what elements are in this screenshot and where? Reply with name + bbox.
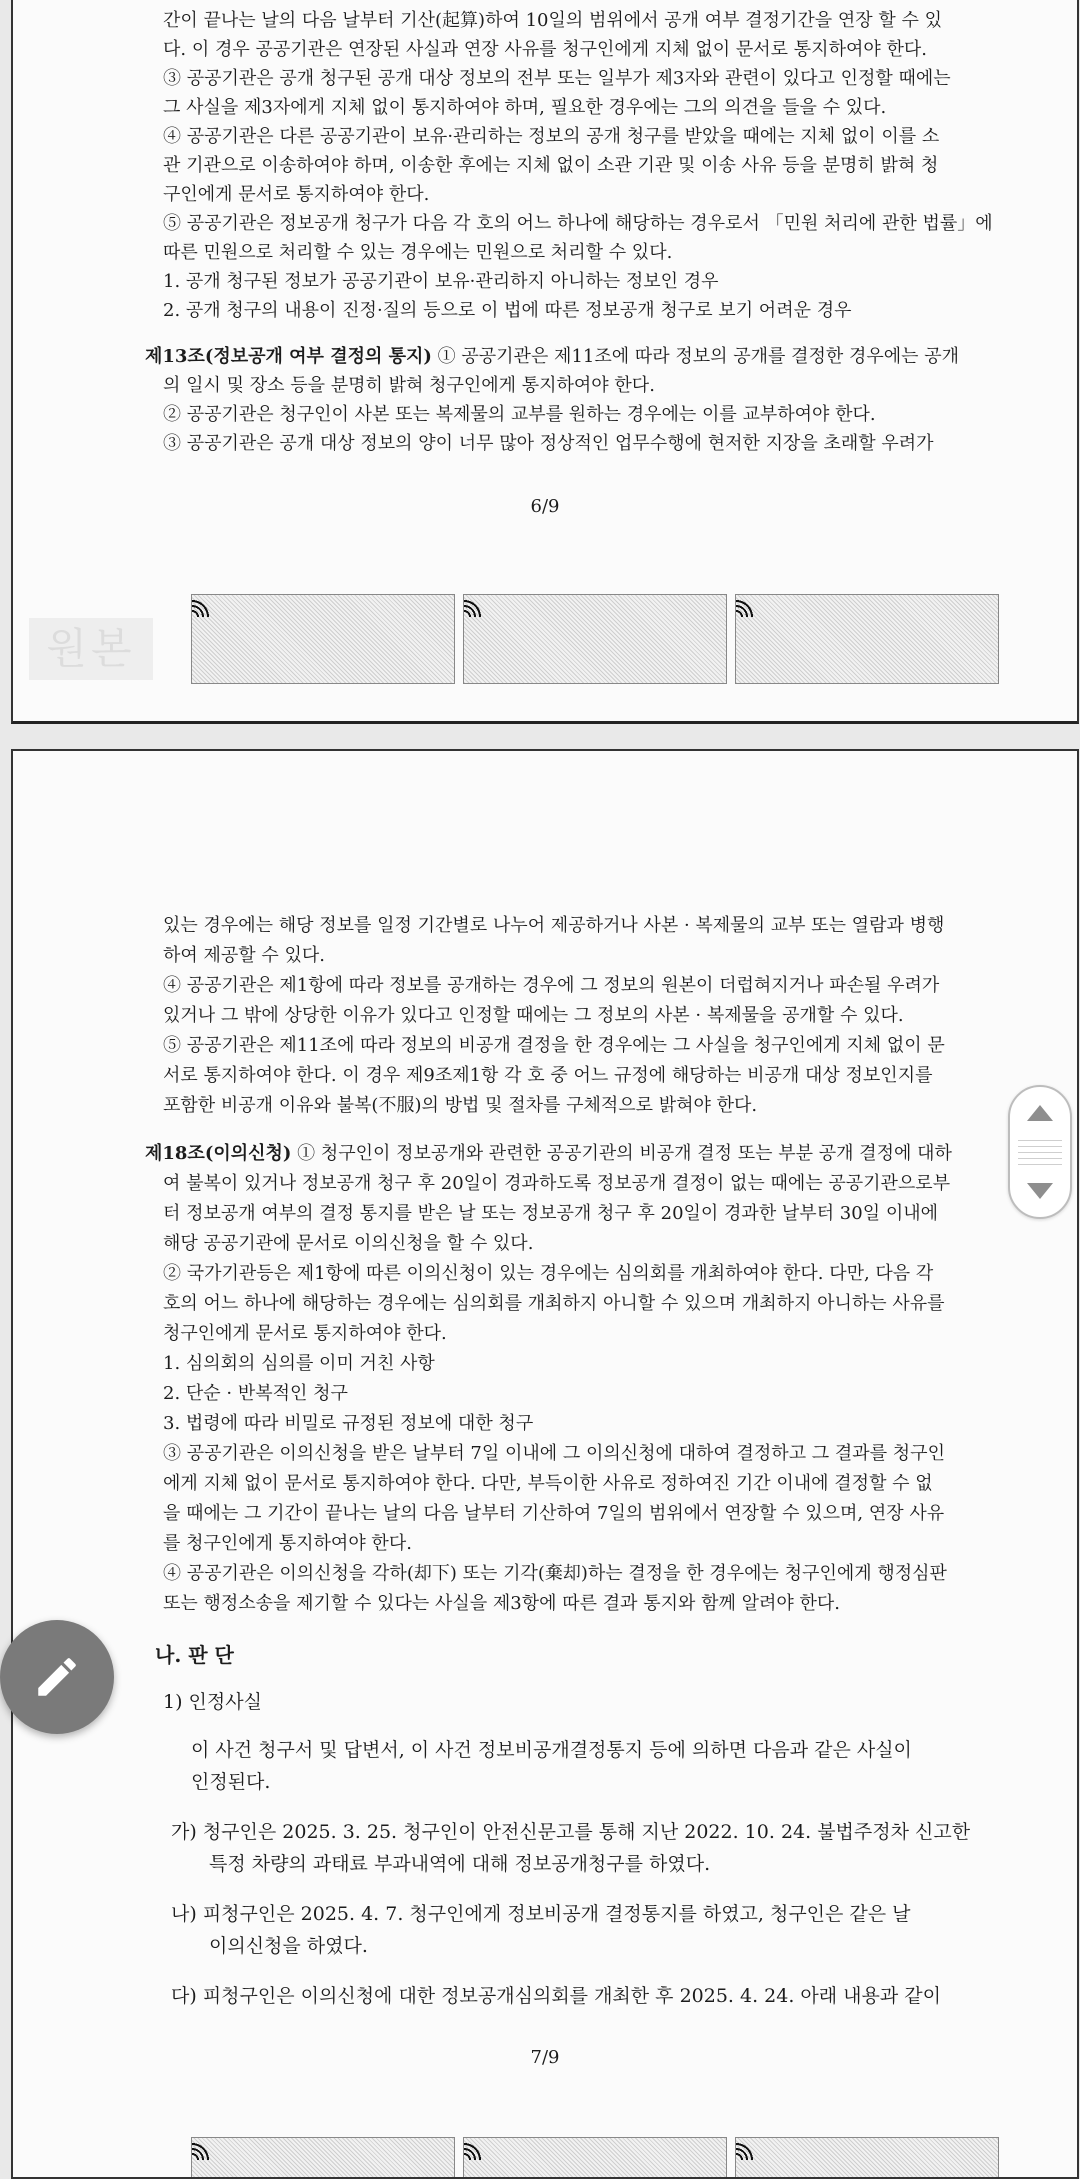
text-line: 해당 공공기관에 문서로 이의신청을 할 수 있다. xyxy=(163,1233,534,1254)
text-line: ② 공공기관은 청구인이 사본 또는 복제물의 교부를 원하는 경우에는 이를 교부하여야 한다. xyxy=(163,404,876,425)
text-line: 또는 행정소송을 제기할 수 있다는 사실을 제3항에 따른 결과 통지와 함께 알려야 한다. xyxy=(163,1593,841,1614)
text-line: 를 청구인에게 통지하여야 한다. xyxy=(163,1533,412,1554)
text-line: ④ 공공기관은 제1항에 따라 정보를 공개하는 경우에 그 정보의 원본이 더럽혀지거나 파손될 우려가 xyxy=(163,975,940,996)
text-line: ③ 공공기관은 공개 청구된 공개 대상 정보의 전부 또는 일부가 제3자와 관련이 있다고 인정할 때에는 xyxy=(163,68,951,89)
text-line: 인정된다. xyxy=(191,1771,271,1793)
text-line: 2. 단순 · 반복적인 청구 xyxy=(163,1383,348,1404)
scroll-grip[interactable] xyxy=(1018,1135,1062,1169)
text-line: 서로 통지하여야 한다. 이 경우 제9조제1항 각 호 중 어느 규정에 해당하는 비공개 대상 정보인지를 xyxy=(163,1065,933,1086)
text-line: ⑤ 공공기관은 정보공개 청구가 다음 각 호의 어느 하나에 해당하는 경우로서 「민원 처리에 관한 법률」에 xyxy=(163,213,993,234)
text-line: 피청구인은 이의신청에 대한 정보공개심의회를 개최한 후 2025. 4. 24. 아래 내용과 같이 xyxy=(202,1985,941,2007)
text-line: ③ 공공기관은 공개 대상 정보의 양이 너무 많아 정상적인 업무수행에 현저한 지장을 초래할 우려가 xyxy=(163,433,934,454)
section-title: 나. 판 단 xyxy=(155,1643,234,1667)
text-line: 구인에게 문서로 통지하여야 한다. xyxy=(163,184,430,205)
text-line: 청구인은 2025. 3. 25. 청구인이 안전신문고를 통해 지난 2022. 10. 24. 불법주정차 신고한 xyxy=(202,1821,971,1843)
text-line: 이의신청을 하였다. xyxy=(209,1935,368,1957)
text-line: ② 국가기관등은 제1항에 따른 이의신청이 있는 경우에는 심의회를 개최하여야 한다. 다만, 다음 각 xyxy=(163,1263,934,1284)
page-number: 7/9 xyxy=(530,2047,560,2068)
text-line: 다. 이 경우 공공기관은 연장된 사실과 연장 사유를 청구인에게 지체 없이 문서로 통지하여야 한다. xyxy=(163,39,927,60)
page-number: 6/9 xyxy=(530,496,560,517)
text-line: 피청구인은 2025. 4. 7. 청구인에게 정보비공개 결정통지를 하였고, 청구인은 같은 날 xyxy=(202,1903,911,1925)
footer-barcode xyxy=(735,2137,999,2179)
text-line: 따른 민원으로 처리할 수 있는 경우에는 민원으로 처리할 수 있다. xyxy=(163,242,673,263)
article-title: 제18조(이의신청) xyxy=(145,1143,292,1164)
text-line: 관 기관으로 이송하여야 하며, 이송한 후에는 지체 없이 소관 기관 및 이송 사유 등을 분명히 밝혀 청 xyxy=(163,155,939,176)
list-item xyxy=(171,1817,970,1844)
page-scroll-control[interactable] xyxy=(1008,1085,1072,1219)
footer-barcode xyxy=(463,594,727,684)
text-line: 호의 어느 하나에 해당하는 경우에는 심의회를 개최하지 아니할 수 있으며 개최하지 아니하는 사유를 xyxy=(163,1293,945,1314)
edit-button[interactable] xyxy=(0,1620,114,1734)
text-line: ③ 공공기관은 이의신청을 받은 날부터 7일 이내에 그 이의신청에 대하여 결정하고 그 결과를 청구인 xyxy=(163,1443,945,1464)
subsection-title: 1) 인정사실 xyxy=(163,1691,262,1713)
list-item xyxy=(171,1899,911,1926)
text-line: 이 사건 청구서 및 답변서, 이 사건 정보비공개결정통지 등에 의하면 다음과 같은 사실이 xyxy=(191,1739,912,1761)
article-13-heading xyxy=(145,342,959,368)
article-18-heading xyxy=(145,1139,952,1165)
text-line: 3. 법령에 따라 비밀로 규정된 정보에 대한 청구 xyxy=(163,1413,534,1434)
footer-barcode xyxy=(191,2137,455,2179)
list-item xyxy=(171,1981,941,2008)
footer-barcode xyxy=(463,2137,727,2179)
item-marker: 가) xyxy=(171,1821,197,1843)
text-line: 터 정보공개 여부의 결정 통지를 받은 날 또는 정보공개 청구 후 20일이 경과한 날부터 30일 이내에 xyxy=(163,1203,938,1224)
text-line: 의 일시 및 장소 등을 분명히 밝혀 청구인에게 통지하여야 한다. xyxy=(163,375,655,396)
text-line: ④ 공공기관은 다른 공공기관이 보유·관리하는 정보의 공개 청구를 받았을 때에는 지체 없이 이를 소 xyxy=(163,126,940,147)
item-marker: 나) xyxy=(171,1903,197,1925)
scroll-up-icon[interactable] xyxy=(1027,1105,1053,1121)
item-marker: 다) xyxy=(171,1985,197,2007)
text-line: 1. 공개 청구된 정보가 공공기관이 보유·관리하지 아니하는 정보인 경우 xyxy=(163,271,719,292)
text-line: 있거나 그 밖에 상당한 이유가 있다고 인정할 때에는 그 정보의 사본 · 복제물을 공개할 수 있다. xyxy=(163,1005,904,1026)
document-page-6 xyxy=(11,0,1079,724)
scroll-down-icon[interactable] xyxy=(1027,1183,1053,1199)
pencil-icon xyxy=(32,1652,82,1702)
text-line: 을 때에는 그 기간이 끝나는 날의 다음 날부터 기산하여 7일의 범위에서 연장할 수 있으며, 연장 사유 xyxy=(163,1503,945,1524)
text-line: ① 청구인이 정보공개와 관련한 공공기관의 비공개 결정 또는 부분 공개 결정에 대하 xyxy=(297,1143,952,1164)
footer-barcode xyxy=(191,594,455,684)
text-line: 그 사실을 제3자에게 지체 없이 통지하여야 하며, 필요한 경우에는 그의 의견을 들을 수 있다. xyxy=(163,97,887,118)
text-line: ① 공공기관은 제11조에 따라 정보의 공개를 결정한 경우에는 공개 xyxy=(437,346,960,367)
text-line: 청구인에게 문서로 통지하여야 한다. xyxy=(163,1323,447,1344)
text-line: ④ 공공기관은 이의신청을 각하(却下) 또는 기각(棄却)하는 결정을 한 경우에는 청구인에게 행정심판 xyxy=(163,1563,947,1584)
text-line: 에게 지체 없이 문서로 통지하여야 한다. 다만, 부득이한 사유로 정하여진 기간 이내에 결정할 수 없 xyxy=(163,1473,933,1494)
text-line: 여 불복이 있거나 정보공개 청구 후 20일이 경과하도록 정보공개 결정이 없는 때에는 공공기관으로부 xyxy=(163,1173,951,1194)
article-title: 제13조(정보공개 여부 결정의 통지) xyxy=(145,346,432,367)
footer-barcode xyxy=(735,594,999,684)
text-line: 특정 차량의 과태료 부과내역에 대해 정보공개청구를 하였다. xyxy=(209,1853,711,1875)
original-stamp-watermark: 원본 xyxy=(29,618,153,680)
text-line: 포함한 비공개 이유와 불복(不服)의 방법 및 절차를 구체적으로 밝혀야 한다. xyxy=(163,1095,758,1116)
text-line: 2. 공개 청구의 내용이 진정·질의 등으로 이 법에 따른 정보공개 청구로 보기 어려운 경우 xyxy=(163,300,852,321)
text-line: ⑤ 공공기관은 제11조에 따라 정보의 비공개 결정을 한 경우에는 그 사실을 청구인에게 지체 없이 문 xyxy=(163,1035,945,1056)
text-line: 있는 경우에는 해당 정보를 일정 기간별로 나누어 제공하거나 사본 · 복제물의 교부 또는 열람과 병행 xyxy=(163,915,945,936)
document-page-7 xyxy=(11,749,1079,2179)
text-line: 간이 끝나는 날의 다음 날부터 기산(起算)하여 10일의 범위에서 공개 여부 결정기간을 연장 할 수 있 xyxy=(163,10,943,31)
text-line: 하여 제공할 수 있다. xyxy=(163,945,325,966)
text-line: 1. 심의회의 심의를 이미 거친 사항 xyxy=(163,1353,435,1374)
